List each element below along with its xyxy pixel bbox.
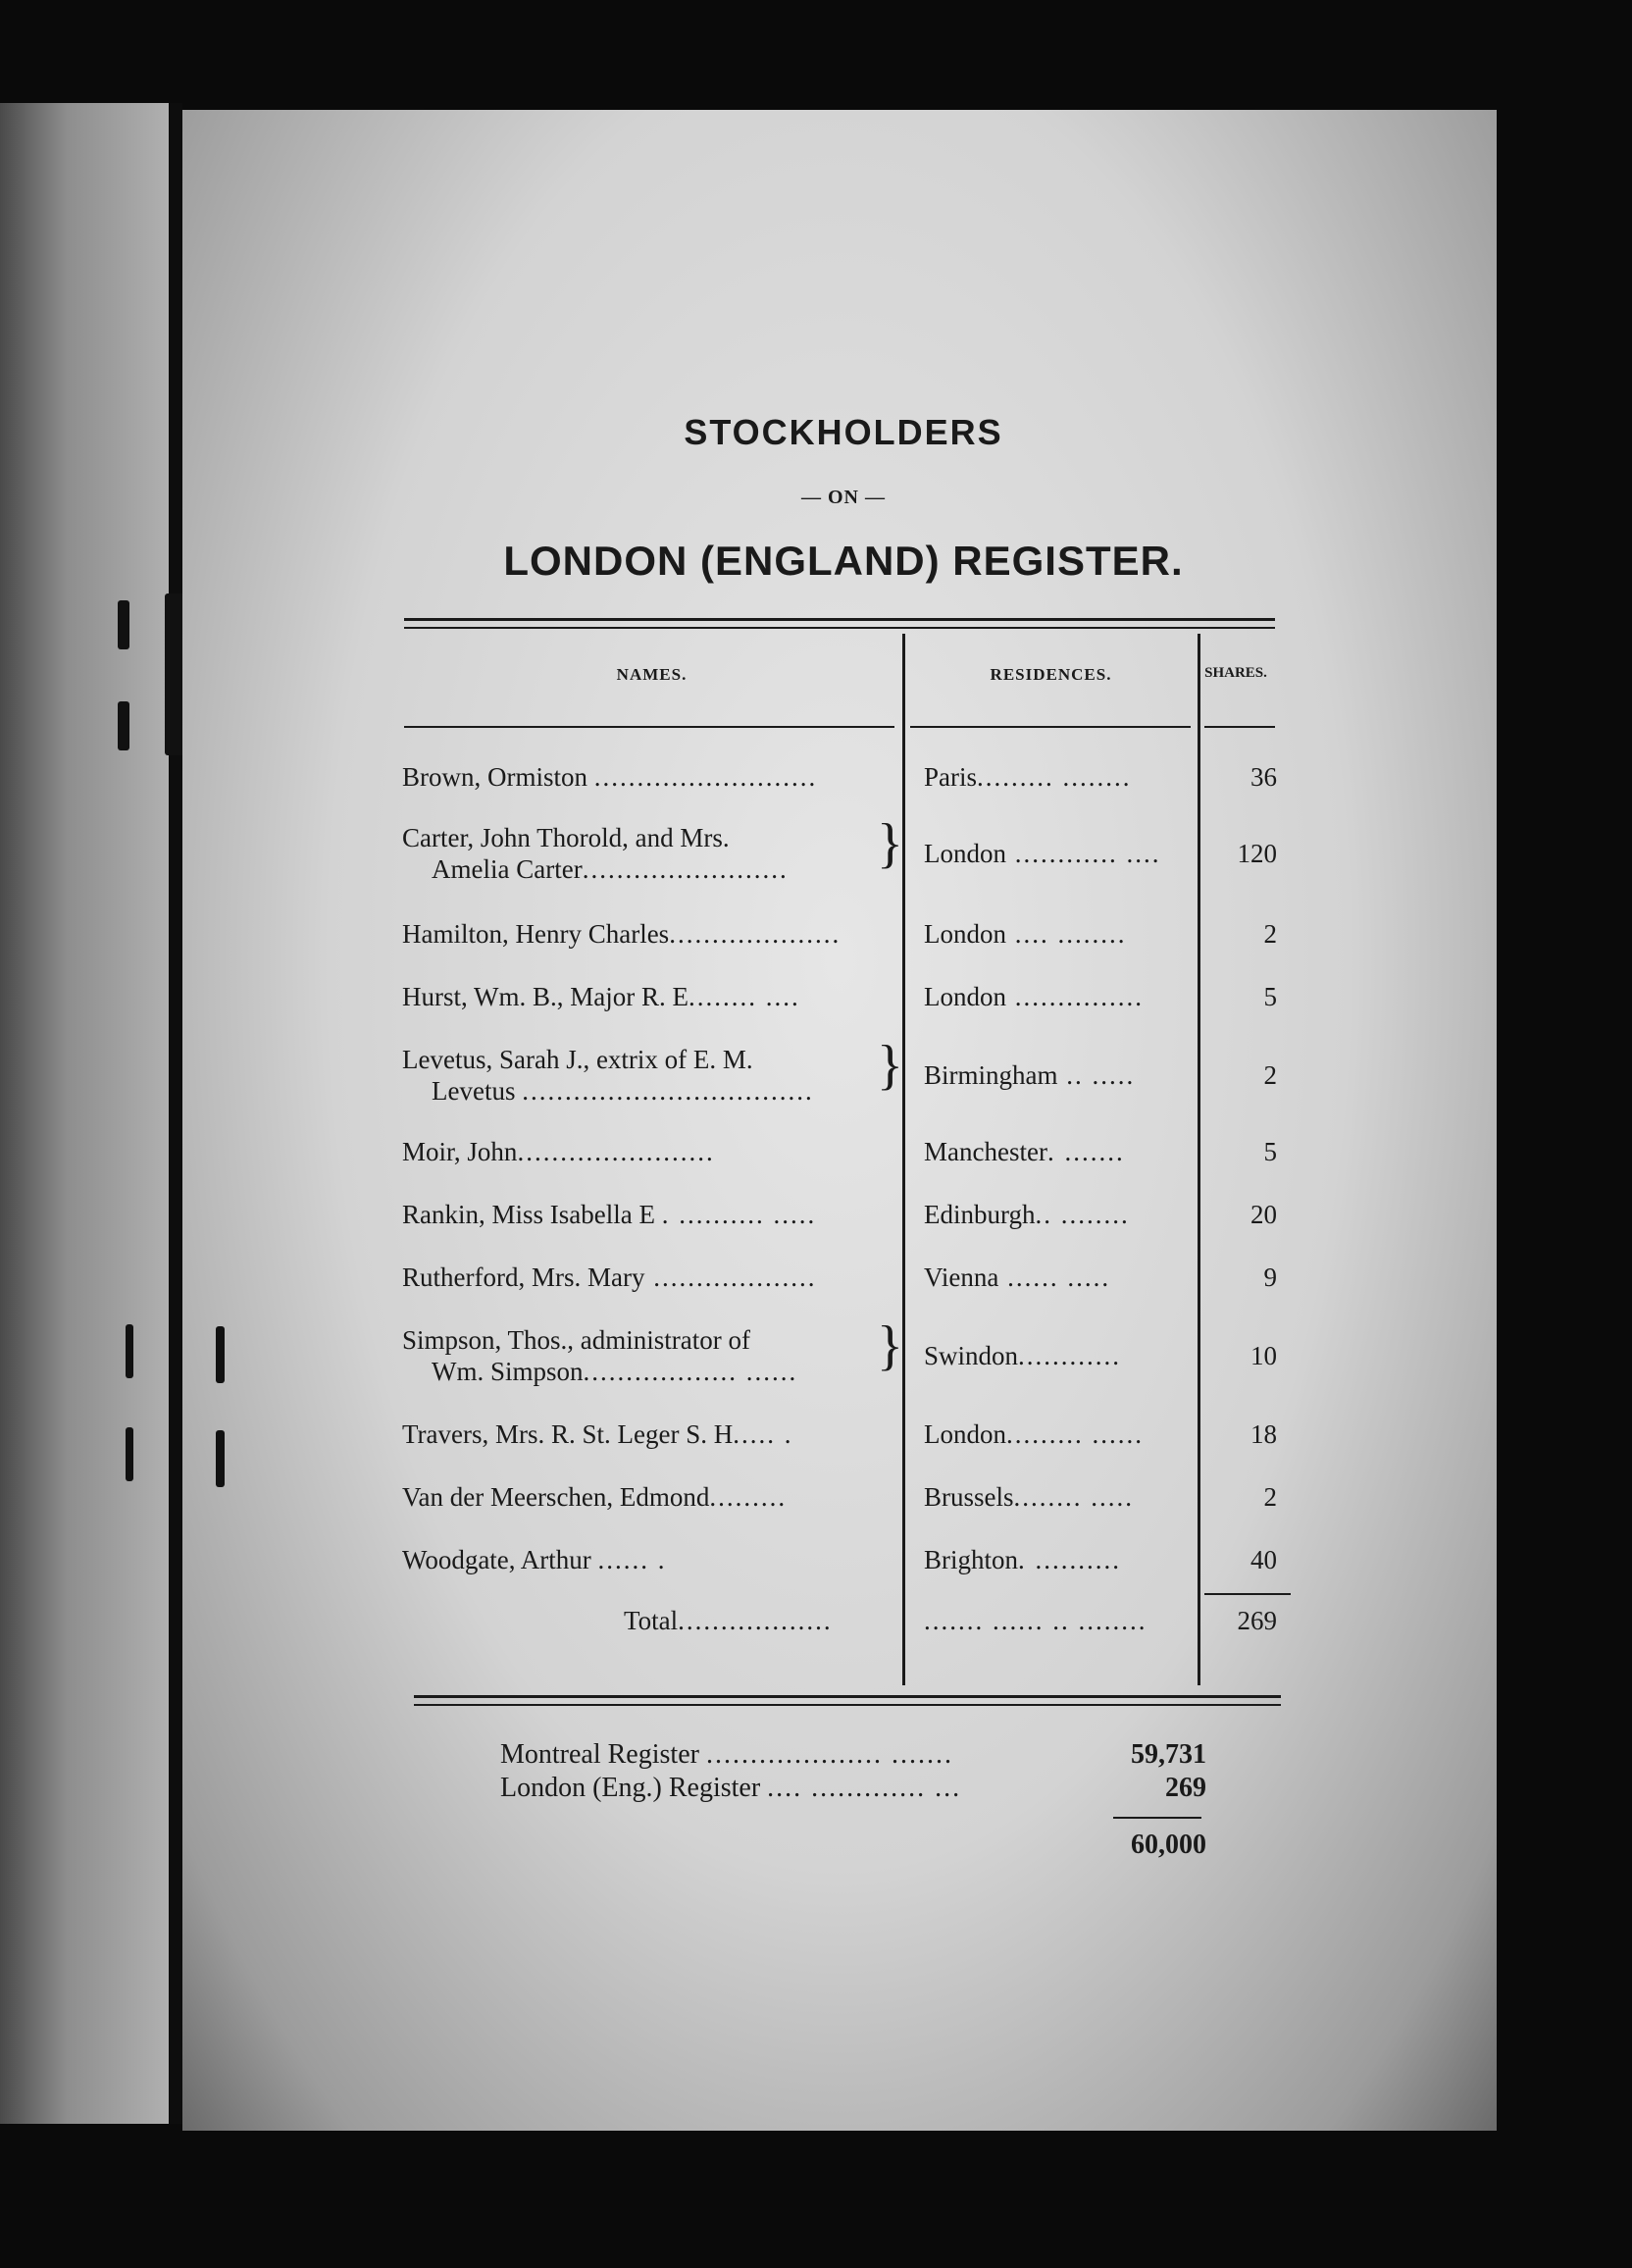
stockholder-name: Levetus, Sarah J., extrix of E. M. bbox=[402, 1045, 753, 1074]
brace-mark: } bbox=[877, 1035, 903, 1096]
shares-value: 5 bbox=[1263, 982, 1277, 1011]
table-top-rule bbox=[404, 627, 1275, 629]
montreal-register-label: Montreal Register bbox=[500, 1739, 699, 1770]
shares-value: 2 bbox=[1263, 1482, 1277, 1512]
residence: Birmingham bbox=[924, 1060, 1058, 1090]
stockholder-name-continued: Levetus bbox=[432, 1076, 516, 1106]
column-header-names: NAMES. bbox=[616, 665, 688, 684]
binding-stitch bbox=[216, 1430, 225, 1487]
residence: London bbox=[924, 1419, 1006, 1449]
total-rule bbox=[1204, 1593, 1291, 1595]
montreal-register-value: 59,731 bbox=[1131, 1739, 1206, 1770]
residence: London bbox=[924, 982, 1006, 1011]
stockholder-name: Simpson, Thos., administrator of bbox=[402, 1325, 750, 1355]
summary-rule bbox=[1113, 1817, 1201, 1819]
column-header-shares: SHARES. bbox=[1204, 665, 1267, 681]
total-label: Total bbox=[624, 1606, 679, 1635]
residence: London bbox=[924, 839, 1006, 868]
binding-stitch bbox=[118, 600, 129, 649]
shares-value: 5 bbox=[1263, 1137, 1277, 1166]
shares-value: 18 bbox=[1250, 1419, 1277, 1449]
residence: Vienna bbox=[924, 1263, 999, 1292]
grand-total-value: 60,000 bbox=[1131, 1830, 1206, 1860]
stockholder-name: Rankin, Miss Isabella E bbox=[402, 1200, 655, 1229]
residence: Paris bbox=[924, 762, 977, 792]
london-register-value: 269 bbox=[1165, 1773, 1206, 1803]
stockholder-name: Hurst, Wm. B., Major R. E bbox=[402, 982, 688, 1011]
binding-stitch bbox=[126, 1324, 133, 1378]
stockholder-name-continued: Amelia Carter bbox=[432, 854, 583, 884]
residence: Swindon bbox=[924, 1341, 1019, 1370]
stockholder-name: Carter, John Thorold, and Mrs. bbox=[402, 823, 730, 852]
title-connector: — ON — bbox=[801, 487, 886, 508]
stockholder-name: Travers, Mrs. R. St. Leger S. H bbox=[402, 1419, 734, 1449]
shares-value: 40 bbox=[1250, 1545, 1277, 1574]
total-value: 269 bbox=[1237, 1606, 1277, 1635]
stockholder-name: Van der Meerschen, Edmond bbox=[402, 1482, 710, 1512]
residence: Brighton bbox=[924, 1545, 1019, 1574]
column-header-residences: RESIDENCES. bbox=[990, 665, 1112, 684]
binding-fold bbox=[169, 103, 182, 2124]
register-title: LONDON (ENGLAND) REGISTER. bbox=[503, 538, 1184, 584]
stockholder-name: Moir, John bbox=[402, 1137, 518, 1166]
residence: London bbox=[924, 919, 1006, 949]
shares-value: 2 bbox=[1263, 919, 1277, 949]
brace-mark: } bbox=[877, 1315, 903, 1376]
header-rule bbox=[404, 726, 894, 728]
brace-mark: } bbox=[877, 813, 903, 874]
residence: Brussels bbox=[924, 1482, 1014, 1512]
stockholder-name: Woodgate, Arthur bbox=[402, 1545, 591, 1574]
binding-stitch bbox=[126, 1427, 133, 1481]
stockholder-name: Brown, Ormiston bbox=[402, 762, 587, 792]
shares-value: 20 bbox=[1250, 1200, 1277, 1229]
shares-value: 120 bbox=[1237, 839, 1277, 868]
london-register-label: London (Eng.) Register bbox=[500, 1773, 761, 1803]
residence: Edinburgh bbox=[924, 1200, 1036, 1229]
table-bottom-rule bbox=[414, 1695, 1281, 1698]
shares-value: 10 bbox=[1250, 1341, 1277, 1370]
table-top-rule bbox=[404, 618, 1275, 621]
stockholder-name: Rutherford, Mrs. Mary bbox=[402, 1263, 645, 1292]
column-divider bbox=[902, 634, 905, 1685]
previous-page-edge bbox=[0, 103, 169, 2124]
binding-stitch bbox=[216, 1326, 225, 1383]
column-divider bbox=[1198, 634, 1200, 1685]
table-bottom-rule bbox=[414, 1704, 1281, 1706]
residence: Manchester bbox=[924, 1137, 1047, 1166]
stockholder-name-continued: Wm. Simpson bbox=[432, 1357, 584, 1386]
page-title: STOCKHOLDERS bbox=[684, 412, 1003, 452]
stockholder-name: Hamilton, Henry Charles bbox=[402, 919, 670, 949]
header-rule bbox=[1204, 726, 1275, 728]
shares-value: 36 bbox=[1250, 762, 1277, 792]
shares-value: 2 bbox=[1263, 1060, 1277, 1090]
binding-stitch bbox=[118, 701, 129, 750]
header-rule bbox=[910, 726, 1191, 728]
shares-value: 9 bbox=[1263, 1263, 1277, 1292]
